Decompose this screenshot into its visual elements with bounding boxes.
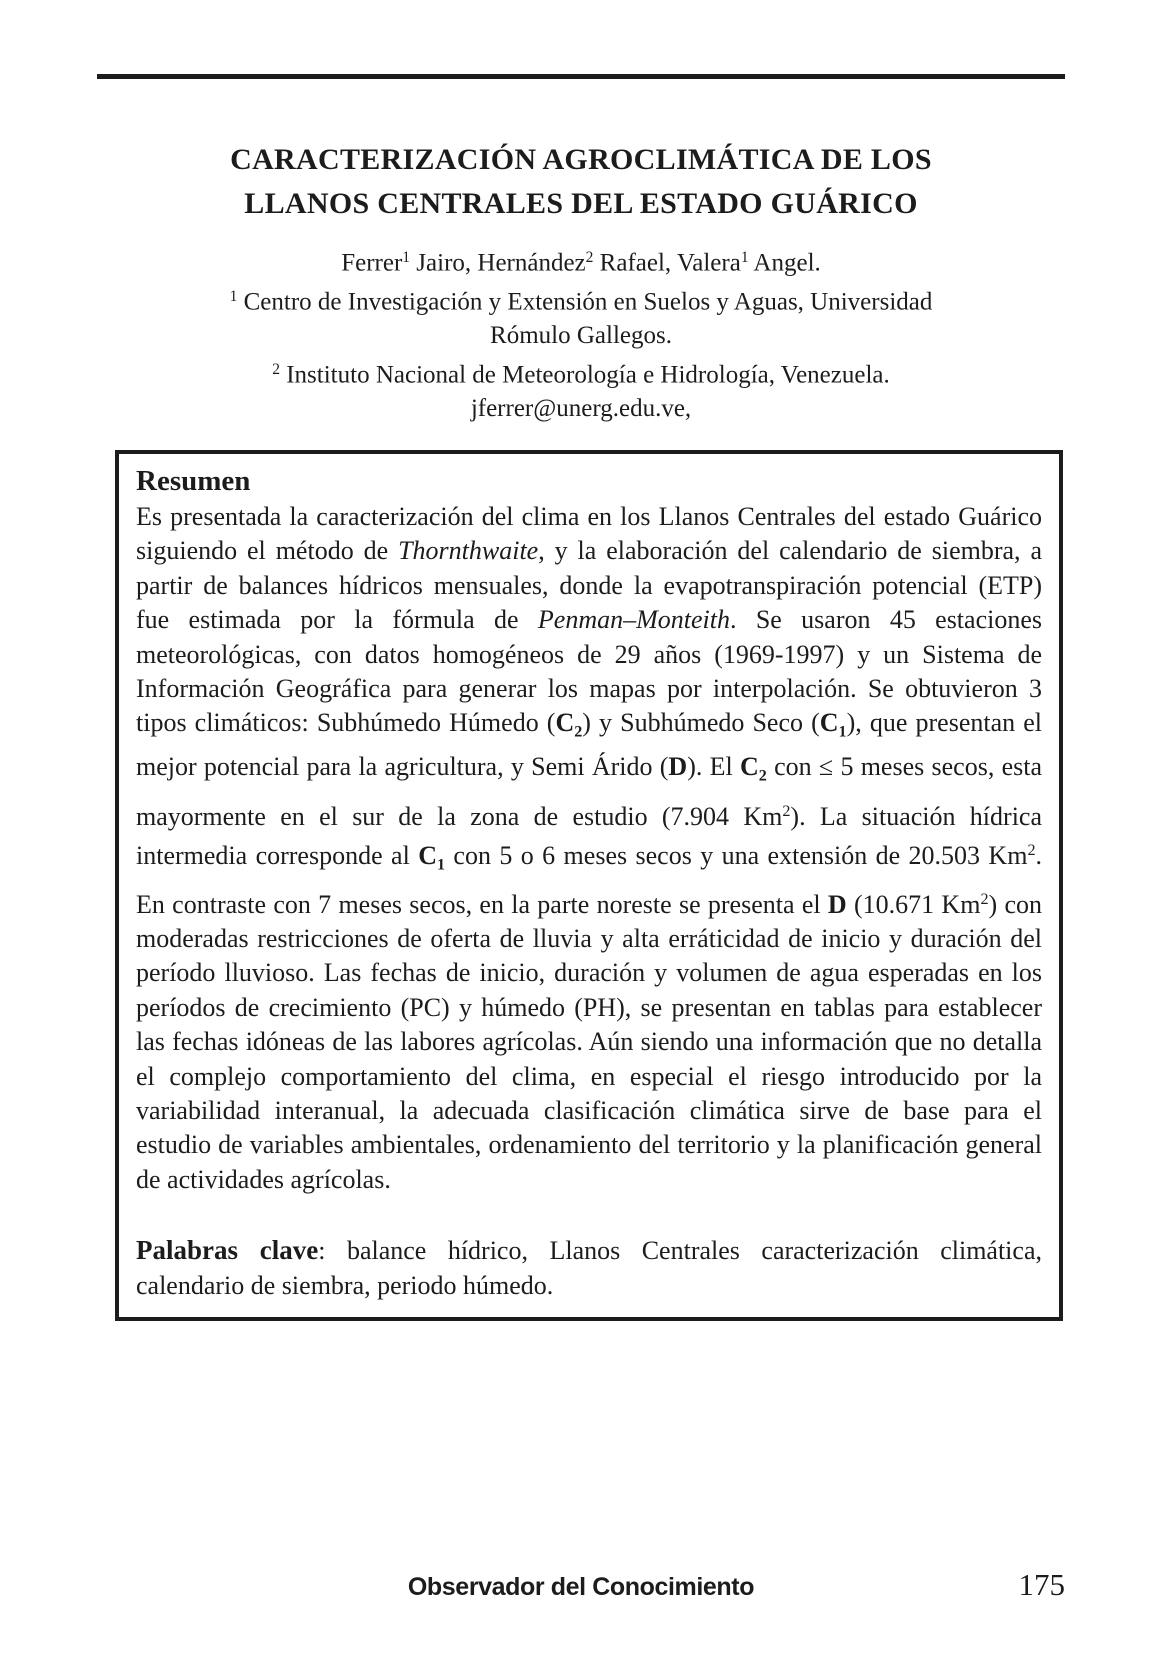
author-email: jferrer@unerg.edu.ve, (470, 394, 692, 422)
authors-block (97, 241, 1065, 425)
paper-title (97, 138, 1065, 226)
affiliation-1: $^1$ Centro de Investigación y Extensión en Suelos y Aguas, Universidad Rómulo Gallegos. (229, 288, 933, 350)
page-footer (97, 1567, 1065, 1611)
journal-name: Observador del Conocimiento (407, 1573, 755, 1601)
abstract-heading: Resumen (136, 465, 251, 497)
affiliation-2: $^2$ Instituto Nacional de Meteorología e Hidrología, Venezuela. (272, 360, 890, 389)
paper-title-line-1: CARACTERIZACIÓN AGROCLIMÁTICA DE LOS (230, 143, 932, 176)
authors-line: Ferrer$^1$ Jairo, Hernández$^2$ Rafael, Valera$^1$ Angel. (341, 249, 821, 277)
header-rule (97, 74, 1065, 79)
page-number: 175 (1018, 1567, 1065, 1602)
keywords-paragraph (136, 1233, 1042, 1303)
abstract-text: Es presentada la caracterización del clima en los Llanos Centrales del estado Guárico siguiendo el método de Thornthwaite, y la elaboración del calendario de siembra, a partir de balances hídricos mensuales, donde la evapotranspiración potencial (ETP) fue estimada por la fórmula de Penman–Monteith. Se usaron 45 estaciones meteorológicas, con datos homogéneos de 29 años (1969-1997) y un Sistema de Información Geográfica para generar los mapas por interpolación. Se obtuvieron 3 tipos climáticos: Subhúmedo Húmedo $(C_2)$ y Subhúmedo Seco $(C_1)$, que presentan el mejor potencial para la agricultura, y Semi Árido (D). El $C_2$ con ≤ 5 meses secos, esta mayormente en el sur de la zona de estudio (7.904 Km$^2$). La situación hídrica intermedia corresponde al $C_1$ con 5 o 6 meses secos y una extensión de 20.503 Km$^2$. En contraste con 7 meses secos, en la parte noreste se presenta el D (10.671 Km$^2$) con moderadas restricciones de oferta de lluvia y alta erráticidad de inicio y duración del período lluvioso. Las fechas de inicio, duración y volumen de agua esperadas en los períodos de crecimiento (PC) y húmedo (PH), se presentan en tablas para establecer las fechas idóneas de las labores agrícolas. Aún siendo una información que no detalla el complejo comportamiento del clima, en especial el riesgo introducido por la variabilidad interanual, la adecuada clasificación climática sirve de base para el estudio de variables ambientales, ordenamiento del territorio y la planificación general de actividades agrícolas. (136, 502, 1043, 1194)
abstract-box (115, 450, 1063, 1321)
keywords-text: : balance hídrico, Llanos Centrales caracterización climática, calendario de siembra, periodo húmedo. (136, 1236, 1042, 1300)
keywords-label: Palabras clave (136, 1235, 319, 1266)
paper-title-line-2: LLANOS CENTRALES DEL ESTADO GUÁRICO (244, 187, 918, 220)
